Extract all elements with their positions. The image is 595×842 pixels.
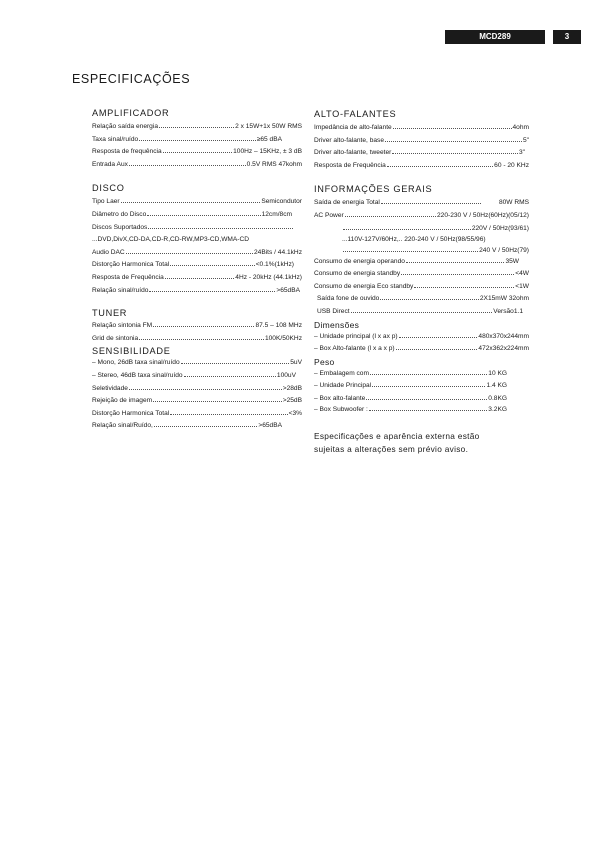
spec-row: Saída fone de ouvido 2X15mW 32ohm <box>317 295 529 303</box>
spec-row: – Unidade principal (l x ax p) 480x370x244mm <box>314 332 529 340</box>
spec-row: 240 V / 50Hz(79) <box>314 245 529 256</box>
supported-formats: ...DVD,DivX,CD-DA,CD-R,CD-RW,MP3-CD,WMA-CD <box>92 236 250 244</box>
spec-row: Audio DAC 24Bits / 44.1kHz <box>92 248 302 256</box>
section-title-amplificador: AMPLIFICADOR <box>92 108 170 118</box>
spec-row: Impedância de alto-falante 4ohm <box>314 124 529 131</box>
spec-row: USB Direct Versão1.1 <box>317 307 523 315</box>
spec-row: Taxa sinal/ruído ≥65 dBA <box>92 135 282 143</box>
spec-row: Tipo Laer Semicondutor <box>92 198 302 206</box>
spec-row: Seletividade >28dB <box>92 384 302 392</box>
spec-row: Discos Suportados <box>92 222 302 235</box>
spec-row: Resposta de Frequência 60 - 20 KHz <box>314 161 529 169</box>
spec-row: Rejeição de imagem >25dB <box>92 397 302 405</box>
spec-row: Diâmetro do Disco 12cm/8cm <box>92 210 292 218</box>
disclaimer-line: sujeitas a alterações sem prévio aviso. <box>314 443 469 454</box>
section-title-dimensoes: Dimensões <box>314 319 360 330</box>
spec-row: – Embalagem com 10 KG <box>314 369 507 377</box>
spec-row: Grid de sintonia 100K/50KHz <box>92 334 302 342</box>
spec-row: AC Power 220-230 V / 50Hz(60Hz)(05/12) <box>314 211 529 219</box>
spec-row: Relação saída energia 2 x 15W+1x 50W RMS <box>92 123 302 130</box>
disclaimer-line: Especificações e aparência externa estão <box>314 431 480 441</box>
left-column <box>92 107 302 433</box>
spec-row: – Mono, 26dB taxa sinal/ruído 5uV <box>92 359 302 367</box>
spec-row: Entrada Aux 0.5V RMS 47kohm <box>92 160 302 168</box>
ac-power-line: ...110V-127V/60Hz,.. 220-240 V / 50Hz(98/55/96) <box>342 235 486 243</box>
spec-row: – Stereo, 46dB taxa sinal/ruído 100uV <box>92 371 296 379</box>
spec-row: Resposta de frequência 100Hz – 15KHz, ± 3 dB <box>92 148 302 156</box>
spec-row: – Box Alto-falante (l x a x p) 472x362x224mm <box>314 345 529 353</box>
section-title-sensibilidade: SENSIBILIDADE <box>92 346 171 357</box>
spec-row: Resposta de Frequência 4Hz - 20kHz (44.1kHz) <box>92 273 302 281</box>
spec-row: Relação sinal/Ruído, >65dBA <box>92 422 282 430</box>
model-badge: MCD289 <box>445 30 545 44</box>
spec-row: – Box Subwoofer : 3.2KG <box>314 405 507 413</box>
spec-row: Consumo de energia Eco standby <1W <box>314 282 529 290</box>
section-title-disco: DISCO <box>92 183 125 194</box>
spec-row: Distorção Harmonica Total <0.1%(1kHz) <box>92 261 294 269</box>
spec-row: Consumo de energia operando 35W <box>314 257 519 265</box>
spec-row: Relação sinal/ruído >65dBA <box>92 286 300 294</box>
spec-row: 220V / 50Hz(93/61) <box>314 223 529 234</box>
section-title-tuner: TUNER <box>92 308 128 319</box>
section-title-informacoes-gerais: INFORMAÇÕES GERAIS <box>314 184 433 195</box>
spec-row: Relação sintonia FM 87.5 – 108 MHz <box>92 322 302 330</box>
section-title-peso: Peso <box>314 356 335 367</box>
disclaimer-note <box>314 430 480 455</box>
spec-row: Driver alto-falante, base 5" <box>314 136 529 144</box>
spec-row: Distorção Harmonica Total <3% <box>92 409 302 417</box>
spec-row: Saída de energia Total 80W RMS <box>314 199 529 207</box>
page-title: ESPECIFICAÇÕES <box>72 72 191 86</box>
spec-row: Consumo de energia standby <4W <box>314 270 529 278</box>
spec-row: – Box alto-falante 0.8KG <box>314 394 507 402</box>
section-title-alto-falantes: ALTO-FALANTES <box>314 109 397 119</box>
spec-row: – Unidade Principal 1.4 KG <box>314 382 507 390</box>
right-column <box>314 108 529 415</box>
spec-row: Driver alto-falante, tweeter 3" <box>314 149 525 157</box>
page-number: 3 <box>553 30 581 44</box>
